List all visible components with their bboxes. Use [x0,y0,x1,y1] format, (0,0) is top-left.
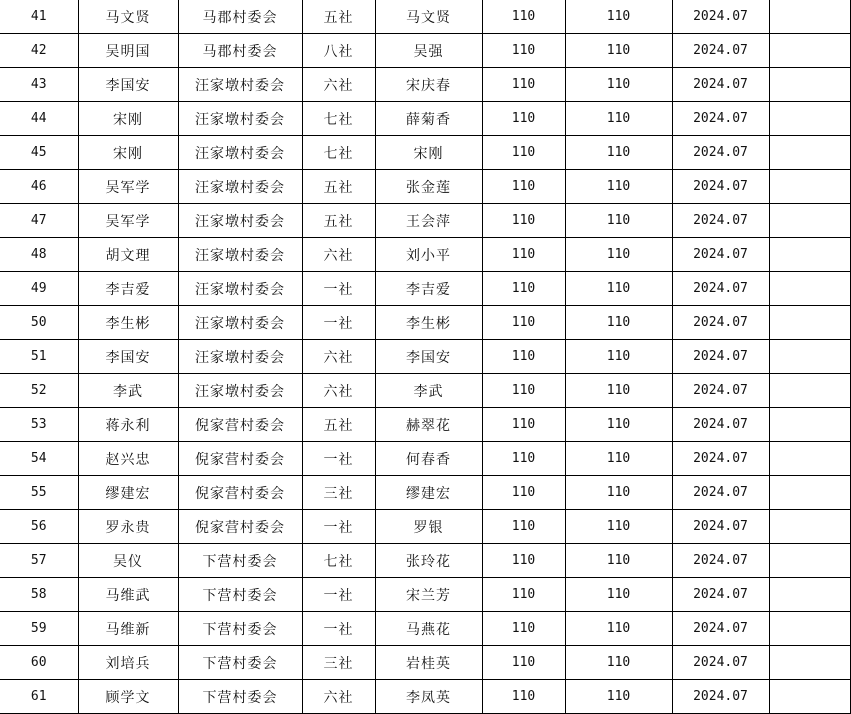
cell-amount: 110 [482,476,565,510]
cell-amount-issued: 110 [565,102,672,136]
cell-applicant-name: 蒋永利 [78,408,178,442]
cell-applicant-name: 赵兴忠 [78,442,178,476]
cell-note [769,34,850,68]
cell-village-committee: 倪家营村委会 [178,476,302,510]
cell-group: 一社 [302,510,375,544]
table-row [0,544,850,578]
cell-amount: 110 [482,34,565,68]
cell-note [769,170,850,204]
table-row [0,612,850,646]
cell-amount: 110 [482,306,565,340]
cell-note [769,544,850,578]
cell-note [769,578,850,612]
cell-village-committee: 汪家墩村委会 [178,272,302,306]
cell-note [769,68,850,102]
cell-amount-issued: 110 [565,272,672,306]
cell-serial-number: 43 [0,68,78,102]
cell-amount: 110 [482,170,565,204]
cell-village-committee: 汪家墩村委会 [178,204,302,238]
cell-date: 2024.07 [672,0,769,34]
cell-group: 一社 [302,612,375,646]
cell-serial-number: 50 [0,306,78,340]
table-row [0,646,850,680]
cell-applicant-name: 吴军学 [78,170,178,204]
cell-serial-number: 44 [0,102,78,136]
cell-applicant-name: 宋刚 [78,102,178,136]
cell-date: 2024.07 [672,306,769,340]
cell-village-committee: 下营村委会 [178,680,302,714]
cell-amount: 110 [482,680,565,714]
cell-amount: 110 [482,0,565,34]
cell-note [769,612,850,646]
cell-date: 2024.07 [672,136,769,170]
cell-note [769,374,850,408]
cell-amount: 110 [482,408,565,442]
cell-serial-number: 49 [0,272,78,306]
cell-applicant-name: 李生彬 [78,306,178,340]
table-row [0,102,850,136]
cell-applicant-name: 李国安 [78,340,178,374]
cell-amount: 110 [482,204,565,238]
cell-applicant-name: 李国安 [78,68,178,102]
cell-serial-number: 61 [0,680,78,714]
cell-village-committee: 马郡村委会 [178,34,302,68]
cell-group: 五社 [302,0,375,34]
cell-date: 2024.07 [672,68,769,102]
cell-village-committee: 下营村委会 [178,578,302,612]
cell-amount-issued: 110 [565,612,672,646]
cell-amount: 110 [482,510,565,544]
cell-group: 六社 [302,340,375,374]
cell-applicant-name: 缪建宏 [78,476,178,510]
cell-recipient-name: 吴强 [375,34,482,68]
cell-group: 五社 [302,204,375,238]
cell-note [769,0,850,34]
cell-group: 八社 [302,34,375,68]
cell-applicant-name: 吴军学 [78,204,178,238]
cell-recipient-name: 李凤英 [375,680,482,714]
table-row [0,374,850,408]
cell-amount: 110 [482,646,565,680]
cell-serial-number: 55 [0,476,78,510]
cell-applicant-name: 吴仪 [78,544,178,578]
cell-recipient-name: 马文贤 [375,0,482,34]
cell-date: 2024.07 [672,612,769,646]
cell-village-committee: 下营村委会 [178,544,302,578]
cell-applicant-name: 马维新 [78,612,178,646]
cell-applicant-name: 马维武 [78,578,178,612]
cell-amount: 110 [482,136,565,170]
cell-amount-issued: 110 [565,204,672,238]
cell-serial-number: 56 [0,510,78,544]
cell-note [769,238,850,272]
cell-note [769,476,850,510]
cell-date: 2024.07 [672,170,769,204]
cell-group: 六社 [302,374,375,408]
table-row [0,204,850,238]
cell-village-committee: 下营村委会 [178,612,302,646]
cell-amount-issued: 110 [565,476,672,510]
table-row [0,476,850,510]
cell-date: 2024.07 [672,680,769,714]
cell-date: 2024.07 [672,442,769,476]
cell-recipient-name: 李生彬 [375,306,482,340]
cell-serial-number: 51 [0,340,78,374]
cell-group: 七社 [302,136,375,170]
cell-date: 2024.07 [672,510,769,544]
cell-note [769,272,850,306]
cell-note [769,442,850,476]
cell-applicant-name: 胡文理 [78,238,178,272]
cell-amount-issued: 110 [565,374,672,408]
cell-group: 一社 [302,272,375,306]
cell-amount: 110 [482,272,565,306]
cell-applicant-name: 李武 [78,374,178,408]
cell-applicant-name: 刘培兵 [78,646,178,680]
cell-recipient-name: 王会萍 [375,204,482,238]
cell-village-committee: 倪家营村委会 [178,408,302,442]
cell-serial-number: 53 [0,408,78,442]
table-row [0,136,850,170]
cell-recipient-name: 张金莲 [375,170,482,204]
cell-note [769,306,850,340]
table-row [0,238,850,272]
cell-recipient-name: 刘小平 [375,238,482,272]
cell-recipient-name: 缪建宏 [375,476,482,510]
cell-serial-number: 58 [0,578,78,612]
cell-amount-issued: 110 [565,34,672,68]
cell-group: 七社 [302,544,375,578]
cell-date: 2024.07 [672,578,769,612]
cell-amount-issued: 110 [565,408,672,442]
cell-serial-number: 54 [0,442,78,476]
cell-applicant-name: 罗永贵 [78,510,178,544]
cell-village-committee: 倪家营村委会 [178,442,302,476]
table-row [0,408,850,442]
table-row [0,680,850,714]
cell-amount: 110 [482,238,565,272]
cell-recipient-name: 罗银 [375,510,482,544]
cell-date: 2024.07 [672,102,769,136]
cell-village-committee: 汪家墩村委会 [178,136,302,170]
cell-group: 七社 [302,102,375,136]
cell-amount-issued: 110 [565,68,672,102]
cell-group: 五社 [302,170,375,204]
cell-applicant-name: 李吉爱 [78,272,178,306]
cell-group: 六社 [302,68,375,102]
cell-note [769,136,850,170]
cell-group: 三社 [302,476,375,510]
cell-village-committee: 汪家墩村委会 [178,374,302,408]
cell-recipient-name: 薛菊香 [375,102,482,136]
cell-recipient-name: 李国安 [375,340,482,374]
cell-amount: 110 [482,102,565,136]
cell-amount: 110 [482,68,565,102]
cell-recipient-name: 宋刚 [375,136,482,170]
cell-amount-issued: 110 [565,578,672,612]
cell-recipient-name: 李武 [375,374,482,408]
cell-date: 2024.07 [672,646,769,680]
cell-date: 2024.07 [672,204,769,238]
cell-group: 一社 [302,578,375,612]
table-row [0,68,850,102]
cell-recipient-name: 张玲花 [375,544,482,578]
cell-village-committee: 汪家墩村委会 [178,102,302,136]
cell-serial-number: 45 [0,136,78,170]
cell-note [769,102,850,136]
cell-recipient-name: 宋庆春 [375,68,482,102]
cell-group: 六社 [302,238,375,272]
table-row [0,170,850,204]
cell-group: 三社 [302,646,375,680]
cell-amount-issued: 110 [565,170,672,204]
cell-note [769,340,850,374]
cell-village-committee: 汪家墩村委会 [178,340,302,374]
cell-amount-issued: 110 [565,340,672,374]
cell-date: 2024.07 [672,340,769,374]
cell-amount: 110 [482,442,565,476]
cell-date: 2024.07 [672,272,769,306]
cell-serial-number: 59 [0,612,78,646]
cell-amount-issued: 110 [565,238,672,272]
cell-amount-issued: 110 [565,646,672,680]
cell-recipient-name: 岩桂英 [375,646,482,680]
cell-serial-number: 47 [0,204,78,238]
cell-serial-number: 60 [0,646,78,680]
table-row [0,272,850,306]
cell-date: 2024.07 [672,374,769,408]
cell-amount: 110 [482,374,565,408]
cell-date: 2024.07 [672,34,769,68]
cell-amount-issued: 110 [565,136,672,170]
cell-serial-number: 42 [0,34,78,68]
table-row [0,306,850,340]
cell-group: 一社 [302,306,375,340]
cell-amount: 110 [482,612,565,646]
cell-village-committee: 汪家墩村委会 [178,68,302,102]
cell-amount-issued: 110 [565,0,672,34]
table-row [0,34,850,68]
cell-village-committee: 汪家墩村委会 [178,170,302,204]
cell-recipient-name: 宋兰芳 [375,578,482,612]
cell-serial-number: 57 [0,544,78,578]
cell-village-committee: 倪家营村委会 [178,510,302,544]
cell-amount: 110 [482,544,565,578]
cell-note [769,408,850,442]
cell-amount-issued: 110 [565,442,672,476]
cell-note [769,646,850,680]
cell-applicant-name: 吴明国 [78,34,178,68]
cell-date: 2024.07 [672,238,769,272]
cell-serial-number: 48 [0,238,78,272]
cell-serial-number: 46 [0,170,78,204]
cell-group: 一社 [302,442,375,476]
cell-note [769,680,850,714]
cell-village-committee: 马郡村委会 [178,0,302,34]
cell-serial-number: 52 [0,374,78,408]
cell-date: 2024.07 [672,476,769,510]
cell-amount-issued: 110 [565,306,672,340]
cell-village-committee: 汪家墩村委会 [178,306,302,340]
cell-note [769,204,850,238]
cell-note [769,510,850,544]
cell-date: 2024.07 [672,408,769,442]
table-row [0,442,850,476]
cell-recipient-name: 马燕花 [375,612,482,646]
table-row [0,340,850,374]
table-row [0,578,850,612]
table-row [0,0,850,34]
cell-serial-number: 41 [0,0,78,34]
cell-village-committee: 汪家墩村委会 [178,238,302,272]
cell-group: 六社 [302,680,375,714]
cell-applicant-name: 顾学文 [78,680,178,714]
table-row [0,510,850,544]
cell-village-committee: 下营村委会 [178,646,302,680]
cell-amount-issued: 110 [565,680,672,714]
cell-amount: 110 [482,578,565,612]
cell-amount-issued: 110 [565,544,672,578]
cell-amount: 110 [482,340,565,374]
cell-recipient-name: 何春香 [375,442,482,476]
cell-date: 2024.07 [672,544,769,578]
cell-group: 五社 [302,408,375,442]
cell-applicant-name: 宋刚 [78,136,178,170]
cell-applicant-name: 马文贤 [78,0,178,34]
cell-amount-issued: 110 [565,510,672,544]
cell-recipient-name: 李吉爱 [375,272,482,306]
cell-recipient-name: 赫翠花 [375,408,482,442]
